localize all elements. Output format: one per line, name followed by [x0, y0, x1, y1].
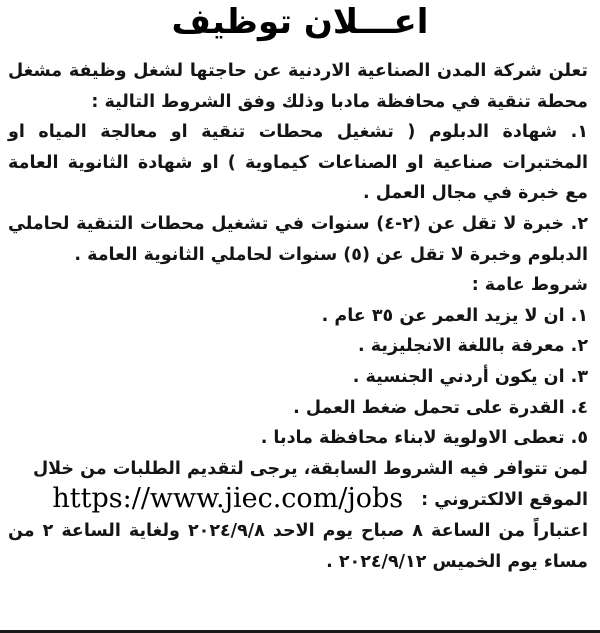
website-line [8, 484, 588, 516]
general-conditions-heading: شروط عامة : [471, 275, 588, 296]
condition-item: ١. شهادة الدبلوم ( تشغيل محطات تنقية او معالجة المياه او المختبرات صناعية او الصناعات كيماوية ) او شهادة الثانوية العامة مع خبرة في مجال العمل . [8, 122, 588, 204]
website-label: الموقع الالكتروني : [421, 490, 588, 511]
general-condition-item: ٢. معرفة باللغة الانجليزية . [358, 336, 588, 357]
intro-paragraph: تعلن شركة المدن الصناعية الاردنية عن حاجتها لشغل وظيفة مشغل محطة تنقية في محافظة مادبا وذلك وفق الشروط التالية : [8, 61, 588, 112]
general-condition-item: ١. ان لا يزيد العمر عن ٣٥ عام . [321, 305, 588, 326]
ad-body [8, 56, 588, 577]
general-condition-item: ٥. تعطى الاولوية لابناء محافظة مادبا . [260, 428, 588, 449]
website-link[interactable]: https://www.jiec.com/jobs [52, 483, 404, 515]
application-period: اعتباراً من الساعة ٨ صباح يوم الاحد ٢٠٢٤/٩/٨ ولغاية الساعة ٢ من مساء يوم الخميس ٢٠٢٤/٩/١٢ . [8, 520, 588, 572]
ad-title: اعـــلان توظيف [171, 2, 429, 42]
condition-item: ٢. خبرة لا تقل عن (٢-٤) سنوات في تشغيل محطات التنقية لحاملي الدبلوم وخبرة لا تقل عن (٥) سنوات لحاملي الثانوية العامة . [8, 213, 588, 265]
general-condition-item: ٤. القدرة على تحمل ضغط العمل . [293, 397, 588, 418]
apply-instructions: لمن تتوافر فيه الشروط السابقة، يرجى لتقديم الطلبات من خلال [32, 458, 588, 479]
general-condition-item: ٣. ان يكون أردني الجنسية . [352, 366, 588, 387]
